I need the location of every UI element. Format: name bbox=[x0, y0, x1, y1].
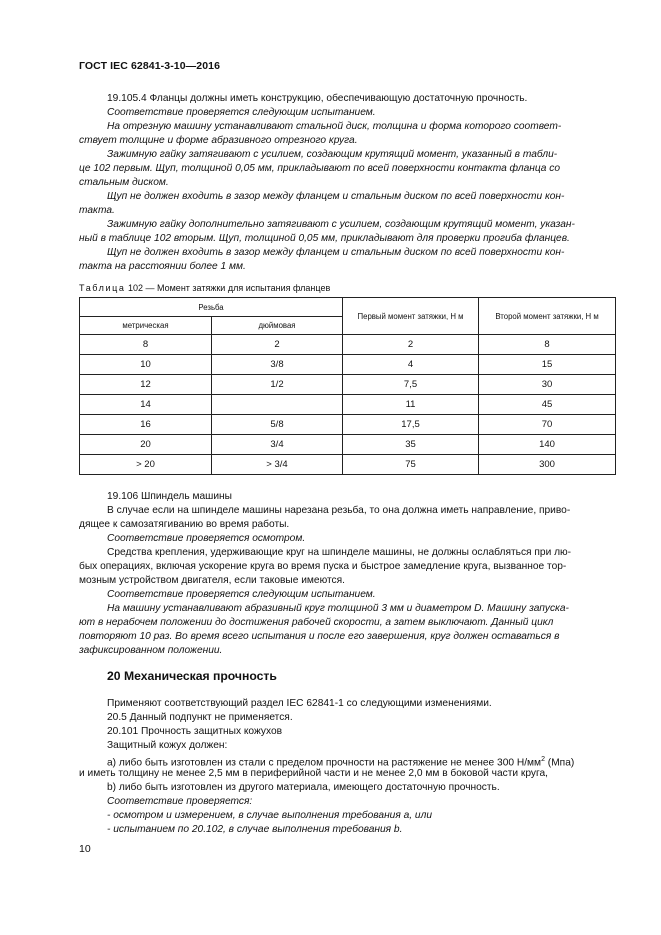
metric-header: метрическая bbox=[80, 317, 212, 335]
second-torque-header: Второй момент затяжки, Н м bbox=[479, 298, 616, 335]
table-row bbox=[80, 375, 616, 395]
paragraph-line: Защитный кожух должен: bbox=[107, 740, 228, 751]
paragraph-line: 20.101 Прочность защитных кожухов bbox=[107, 726, 283, 737]
compliance-note: Соответствие проверяется: bbox=[107, 796, 253, 807]
table-cell: 30 bbox=[479, 375, 616, 395]
paragraph-line: бых операциях, включая ускорение круга во время пуска и быстрое замедление круга, вызванное тор- bbox=[79, 561, 567, 572]
thread-header: Резьба bbox=[80, 298, 343, 317]
paragraph-line: ствует толщине и форме абразивного отрезного круга. bbox=[79, 135, 358, 146]
table-cell: 20 bbox=[80, 435, 212, 455]
table-row bbox=[80, 455, 616, 475]
inch-header: дюймовая bbox=[212, 317, 343, 335]
paragraph-line: Зажимную гайку дополнительно затягивают с усилием, создающим крутящий момент, указан- bbox=[107, 219, 575, 230]
table-cell: 300 bbox=[479, 455, 616, 475]
paragraph-line: такта. bbox=[79, 205, 115, 216]
table-cell: 75 bbox=[343, 455, 479, 475]
paragraph-line: На машину устанавливают абразивный круг толщиной 3 мм и диаметром D. Машину запуска- bbox=[107, 603, 569, 614]
table-cell: 3/4 bbox=[212, 435, 343, 455]
table-cell: 7,5 bbox=[343, 375, 479, 395]
section-20-heading: 20 Механическая прочность bbox=[107, 669, 277, 683]
clause-19-105-4-title: 19.105.4 Фланцы должны иметь конструкцию, обеспечивающую достаточную прочность. bbox=[107, 93, 528, 104]
paragraph-line: 20.5 Данный подпункт не применяется. bbox=[107, 712, 293, 723]
table-cell: 3/8 bbox=[212, 355, 343, 375]
paragraph-line: це 102 первым. Щуп, толщиной 0,05 мм, прикладывают по всей поверхности контакта фланца со bbox=[79, 163, 561, 174]
table-cell: 8 bbox=[80, 335, 212, 355]
compliance-note: Соответствие проверяется следующим испытанием. bbox=[107, 107, 376, 118]
paragraph-line: и иметь толщину не менее 2,5 мм в периферийной части и не менее 2,0 мм в боковой части круга, bbox=[79, 768, 549, 779]
first-torque-header: Первый момент затяжки, Н м bbox=[343, 298, 479, 335]
paragraph-line: На отрезную машину устанавливают стальной диск, толщина и форма которого соответ- bbox=[107, 121, 562, 132]
table-cell: 2 bbox=[343, 335, 479, 355]
table-cell: 12 bbox=[80, 375, 212, 395]
paragraph-line: Щуп не должен входить в зазор между фланцем и стальным диском по всей поверхности кон- bbox=[107, 247, 565, 258]
table-cell: 70 bbox=[479, 415, 616, 435]
table-cell: 17,5 bbox=[343, 415, 479, 435]
table-row bbox=[80, 335, 616, 355]
table-caption-label: Таблица bbox=[79, 283, 126, 293]
table-cell: 2 bbox=[212, 335, 343, 355]
table-cell: 5/8 bbox=[212, 415, 343, 435]
list-item: - испытанием по 20.102, в случае выполнения требования b. bbox=[107, 824, 403, 835]
table-cell: 15 bbox=[479, 355, 616, 375]
superscript-2: 2 bbox=[541, 756, 545, 763]
table-cell: > 3/4 bbox=[212, 455, 343, 475]
paragraph-line: стальным диском. bbox=[79, 177, 169, 188]
compliance-note: Соответствие проверяется осмотром. bbox=[107, 533, 306, 544]
table-cell bbox=[212, 395, 343, 415]
compliance-note: Соответствие проверяется следующим испытанием. bbox=[107, 589, 376, 600]
table-row bbox=[80, 395, 616, 415]
list-item: - осмотром и измерением, в случае выполнения требования a, или bbox=[107, 810, 433, 821]
paragraph-line: мозным устройством двигателя, если таковые имеются. bbox=[79, 575, 345, 586]
table-cell: 140 bbox=[479, 435, 616, 455]
paragraph-line: такта на расстоянии более 1 мм. bbox=[79, 261, 246, 272]
paragraph-line: Средства крепления, удерживающие круг на шпинделе машины, не должны ослабляться при лю- bbox=[107, 547, 572, 558]
unit-suffix: (Мпа) bbox=[544, 757, 575, 769]
table-cell: 8 bbox=[479, 335, 616, 355]
paragraph-line: повторяют 10 раз. Во время всего испытания и после его завершения, круг должен оставаться в bbox=[79, 631, 560, 642]
requirement-a-text: a) либо быть изготовлен из стали с пределом прочности на растяжение не менее 300 Н/мм bbox=[107, 757, 542, 769]
table-cell: 10 bbox=[80, 355, 212, 375]
document-header-code: ГОСТ IEC 62841-3-10—2016 bbox=[79, 60, 221, 72]
paragraph-line: дящее к самозатягиванию во время работы. bbox=[79, 519, 290, 530]
paragraph-line: Применяют соответствующий раздел IEC 62841-1 со следующими изменениями. bbox=[107, 698, 492, 709]
paragraph-line: Щуп не должен входить в зазор между фланцем и стальным диском по всей поверхности кон- bbox=[107, 191, 565, 202]
table-cell: 11 bbox=[343, 395, 479, 415]
table-cell: 45 bbox=[479, 395, 616, 415]
paragraph-line: В случае если на шпинделе машины нарезана резьба, то она должна иметь направление, приво- bbox=[107, 505, 571, 516]
table-caption bbox=[79, 283, 330, 293]
table-cell: 16 bbox=[80, 415, 212, 435]
table-row bbox=[80, 355, 616, 375]
paragraph-line: Зажимную гайку затягивают с усилием, создающим крутящий момент, указанный в табли- bbox=[107, 149, 558, 160]
paragraph-line: зафиксированном положении. bbox=[79, 645, 223, 656]
torque-table bbox=[79, 297, 616, 475]
paragraph-line: b) либо быть изготовлен из другого материала, имеющего достаточную прочность. bbox=[107, 782, 500, 793]
table-row bbox=[80, 435, 616, 455]
table-cell: 35 bbox=[343, 435, 479, 455]
table-row bbox=[80, 415, 616, 435]
paragraph-line: ют в нерабочем положении до достижения рабочей скорости, а затем выключают. Данный цикл bbox=[79, 617, 554, 628]
table-cell: 14 bbox=[80, 395, 212, 415]
table-cell: > 20 bbox=[80, 455, 212, 475]
table-caption-text: 102 — Момент затяжки для испытания фланцев bbox=[125, 283, 331, 293]
clause-19-106-title: 19.106 Шпиндель машины bbox=[107, 491, 232, 502]
table-cell: 4 bbox=[343, 355, 479, 375]
table-cell: 1/2 bbox=[212, 375, 343, 395]
paragraph-line: ный в таблице 102 вторым. Щуп, толщиной 0,05 мм, прикладывают для проверки прогиба фланцев. bbox=[79, 233, 570, 244]
page-number: 10 bbox=[79, 843, 91, 855]
